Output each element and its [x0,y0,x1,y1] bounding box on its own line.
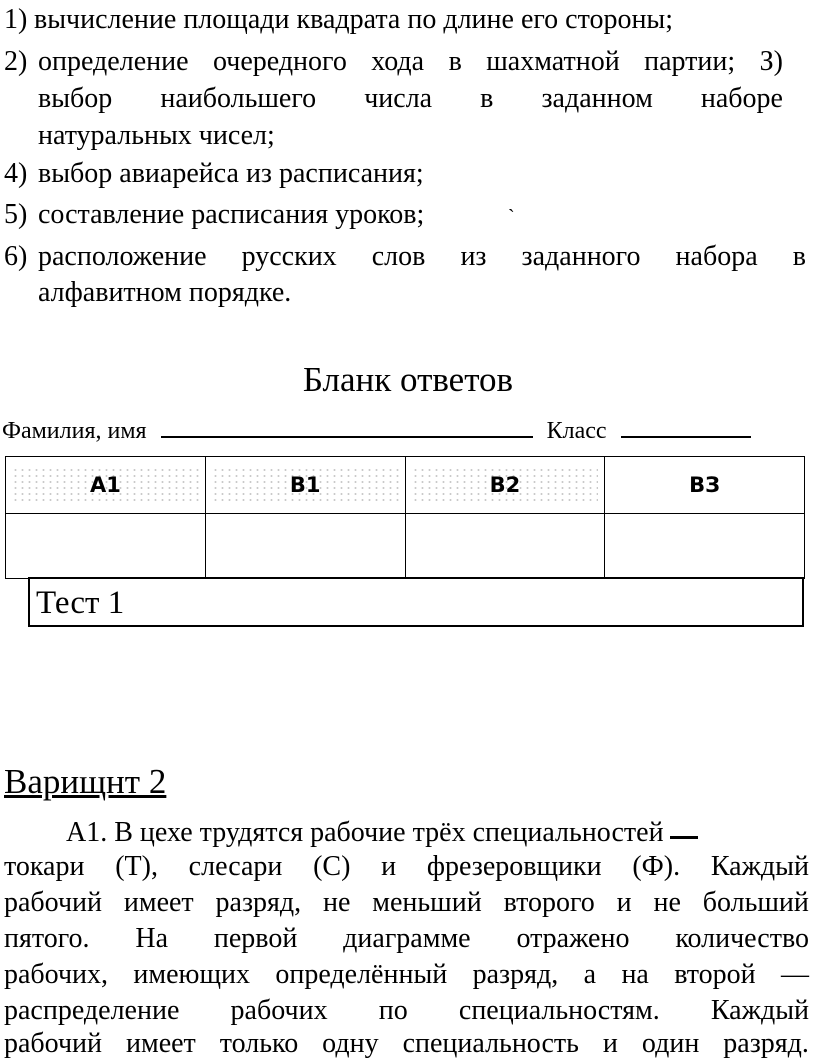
table-answer-row [6,514,805,579]
list-line: натуральных чисел; [38,120,275,151]
answer-table [5,456,805,579]
name-label: Фамилия, имя [2,418,147,444]
task-line-4: пятого. На первой диаграмме отражено количество [4,923,809,954]
dash-mark [670,836,698,839]
column-header-a1: A1 [6,457,206,514]
list-line: алфавитном порядке. [38,277,292,308]
list-number: 1) [4,4,28,35]
class-label: Класс [546,418,607,444]
list-text: составление расписания уроков; [38,199,425,230]
task-line-2: токари (Т), слесари (С) и фрезеровщики (Ф). Каждый [4,851,809,882]
list-item-2 [0,45,816,155]
list-text: выбор авиарейса из расписания; [38,158,424,189]
stray-mark: ` [508,206,515,228]
list-number: 4) [4,158,28,189]
answer-cell-b2[interactable] [405,514,605,579]
name-class-row [2,414,751,445]
answer-cell-a1[interactable] [6,514,206,579]
list-line: определение очередного хода в шахматной партии; З) [38,46,783,77]
task-line-5: рабочих, имеющих определённый разряд, а на второй — [4,959,809,990]
column-header-b2: B2 [405,457,605,514]
answer-form-title: Бланк ответов [302,360,514,399]
task-line-7: рабочий имеет только одну специальность и один разряд. [4,1028,809,1059]
column-header-b1: B1 [205,457,405,514]
table-header-row [6,457,805,514]
name-field[interactable] [161,414,533,438]
answer-cell-b3[interactable] [605,514,805,579]
task-line-1: А1. В цехе трудятся рабочие трёх специальностей [66,816,698,850]
column-header-b3: ВЗ [605,457,805,514]
list-text: вычисление площади квадрата по длине его стороны; [34,4,674,35]
list-number: 2) [4,46,28,77]
list-line: расположение русских слов из заданного набора в [38,241,806,272]
variant-heading: Варищнт 2 [4,762,167,801]
list-item-6 [0,240,816,312]
task-line-3: рабочий имеет разряд, не меньший второго и не больший [4,887,809,918]
task-line-6: распределение рабочих по специальностям. Каждый [4,995,809,1026]
list-number: 5) [4,199,28,230]
class-field[interactable] [621,414,751,438]
test-title-box: Тест 1 [28,577,804,627]
answer-cell-b1[interactable] [205,514,405,579]
list-number: 6) [4,241,28,272]
list-line: выбор наибольшего числа в заданном наборе [38,83,783,114]
